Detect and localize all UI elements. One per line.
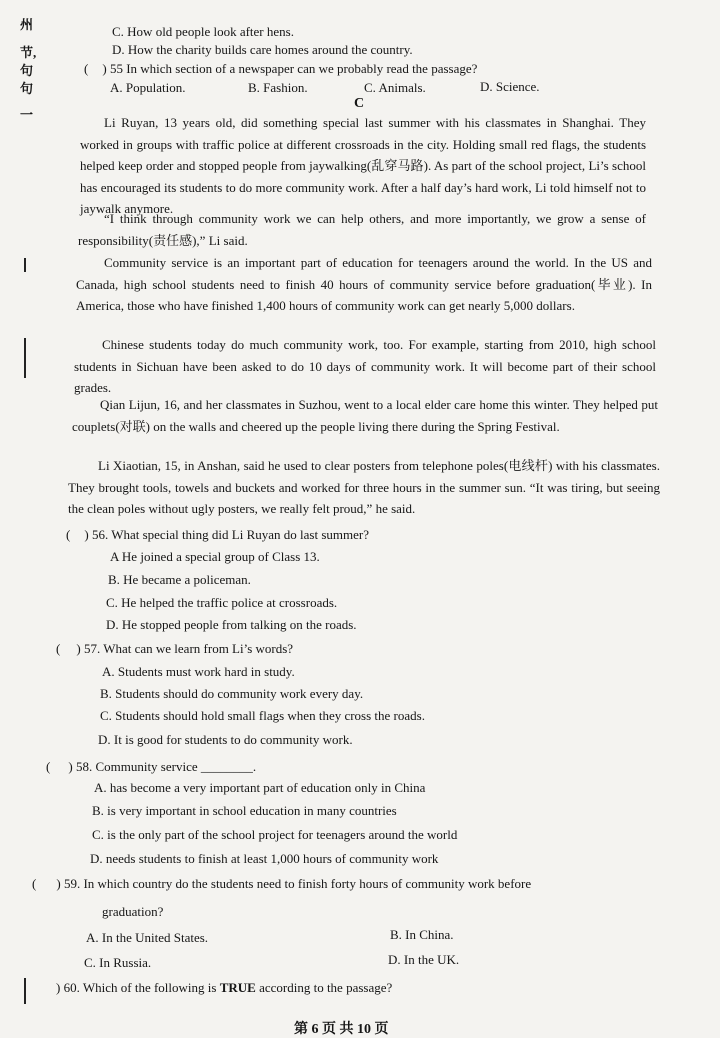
margin-char: 一 bbox=[20, 107, 34, 122]
passage-paragraph: Li Ruyan, 13 years old, did something special last summer with his classmates in Shanghai. They worked in groups with traffic police at different crossroads in the city. Holding small red flags, the students helped keep order and stopped people from jaywalking(乱穿马路). As part of the school project, Li’s school has encouraged its students to do more community work. After a half day’s hard work, Li told himself not to jaywalk anymore. bbox=[80, 115, 646, 216]
option-text: C. Animals. bbox=[364, 80, 426, 95]
option-text: D. It is good for students to do community work. bbox=[98, 732, 353, 747]
option-text: B. is very important in school education in many countries bbox=[92, 803, 397, 818]
margin-line bbox=[24, 338, 26, 378]
question-text-continued: graduation? bbox=[102, 904, 164, 919]
option-text: C. How old people look after hens. bbox=[112, 24, 294, 39]
margin-line bbox=[24, 258, 26, 272]
question-58 bbox=[46, 759, 256, 775]
option-text: C. is the only part of the school project for teenagers around the world bbox=[92, 827, 458, 842]
question-60 bbox=[56, 980, 392, 996]
question-text: 56. What special thing did Li Ruyan do last summer? bbox=[91, 527, 369, 542]
question-57 bbox=[56, 641, 293, 657]
margin-line bbox=[24, 978, 26, 1004]
option-text: B. In China. bbox=[390, 927, 454, 942]
option-text: D. Science. bbox=[480, 79, 540, 94]
option-text: D. He stopped people from talking on the roads. bbox=[106, 617, 357, 632]
answer-paren[interactable]: ( ) bbox=[32, 876, 61, 891]
passage-paragraph: “I think through community work we can help others, and more importantly, we grow a sense of responsibility(责任感),” Li said. bbox=[78, 211, 646, 248]
answer-paren[interactable]: ( ) bbox=[56, 641, 81, 656]
passage-paragraph: Chinese students today do much community work, too. For example, starting from 2010, high school students in Sichuan have been asked to do 10 days of community work. It will become part of their school grades. bbox=[74, 337, 656, 395]
question-text: according to the passage? bbox=[255, 980, 393, 995]
emphasis-true: TRUE bbox=[219, 980, 256, 995]
option-text: C. In Russia. bbox=[84, 955, 152, 970]
option-text: C. Students should hold small flags when they cross the roads. bbox=[100, 708, 425, 723]
option-text: A. Population. bbox=[110, 80, 186, 95]
question-text: 57. What can we learn from Li’s words? bbox=[83, 641, 294, 656]
answer-paren[interactable]: ( ) bbox=[46, 759, 73, 774]
option-text: B. Fashion. bbox=[248, 80, 308, 95]
passage-paragraph: Qian Lijun, 16, and her classmates in Suzhou, went to a local elder care home this winter. They helped put couplets(对联) on the walls and cheered up the people living there during the Spring Festival. bbox=[72, 397, 658, 434]
option-text: A. has become a very important part of education only in China bbox=[94, 780, 426, 795]
option-text: A. Students must work hard in study. bbox=[102, 664, 295, 679]
passage-paragraph: Li Xiaotian, 15, in Anshan, said he used to clear posters from telephone poles(电线杆) with his classmates. They brought tools, towels and buckets and worked for three hours in the summer sun. “It was tiring, but seeing the clean poles without ugly posters, we really felt proud,” he said. bbox=[68, 458, 660, 516]
option-text: D. needs students to finish at least 1,000 hours of community work bbox=[90, 851, 439, 866]
option-text: C. He helped the traffic police at crossroads. bbox=[106, 595, 338, 610]
question-56 bbox=[66, 527, 369, 543]
question-55 bbox=[84, 61, 477, 77]
margin-char: 句 bbox=[20, 63, 34, 78]
answer-paren[interactable]: ) bbox=[56, 980, 61, 995]
question-59 bbox=[32, 876, 531, 892]
option-text: D. In the UK. bbox=[388, 952, 460, 967]
question-text: 58. Community service ________. bbox=[75, 759, 257, 774]
page-number-footer: 第 6 页 共 10 页 bbox=[294, 1022, 389, 1037]
option-text: B. Students should do community work every day. bbox=[100, 686, 364, 701]
answer-paren[interactable]: ( ) bbox=[66, 527, 89, 542]
question-text: 59. In which country do the students need to finish forty hours of community work before bbox=[63, 876, 532, 891]
option-text: D. How the charity builds care homes around the country. bbox=[112, 42, 413, 57]
margin-char: 句 bbox=[20, 81, 34, 96]
passage-paragraph: Community service is an important part of education for teenagers around the world. In the US and Canada, high school students need to finish 40 hours of community service before graduation(毕业). In America, those who have finished 1,400 hours of community work can get nearly 5,000 dollars. bbox=[76, 255, 652, 313]
section-letter: C bbox=[354, 96, 365, 111]
question-text: 60. Which of the following is bbox=[63, 980, 220, 995]
margin-char: 节, bbox=[20, 45, 37, 60]
answer-paren[interactable]: ( ) bbox=[84, 61, 107, 76]
option-text: A He joined a special group of Class 13. bbox=[110, 549, 320, 564]
option-text: B. He became a policeman. bbox=[108, 572, 251, 587]
margin-char: 州 bbox=[20, 17, 34, 32]
question-text: 55 In which section of a newspaper can we probably read the passage? bbox=[109, 61, 478, 76]
option-text: A. In the United States. bbox=[86, 930, 209, 945]
